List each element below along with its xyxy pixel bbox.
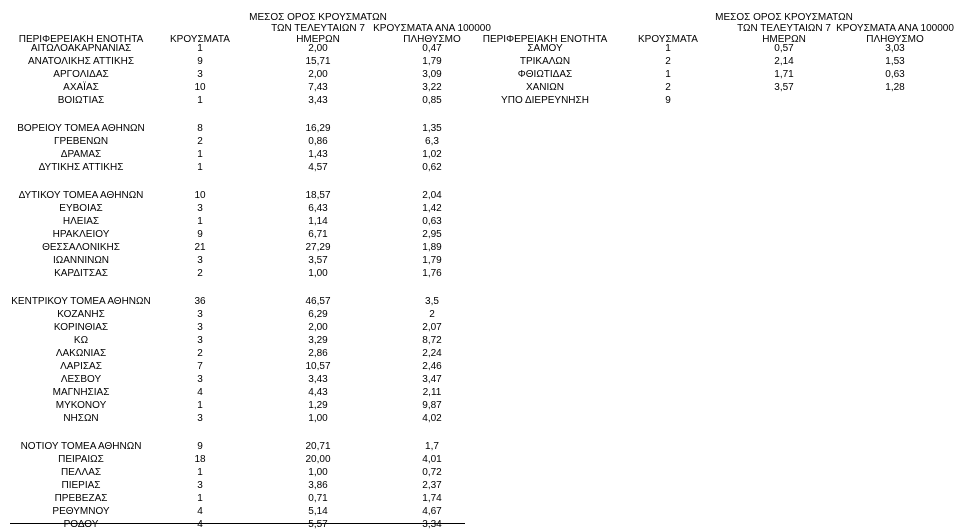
cell-cases: 9 [197, 56, 203, 67]
cell-avg7: 5,57 [308, 519, 328, 530]
cell-cases: 2 [197, 268, 203, 279]
cell-per100k: 2,37 [422, 480, 442, 491]
cell-cases: 1 [665, 69, 671, 80]
cell-region: ΓΡΕΒΕΝΩΝ [53, 136, 109, 147]
cell-cases: 1 [665, 43, 671, 54]
cell-avg7: 3,43 [308, 374, 328, 385]
cell-per100k: 2,11 [422, 387, 442, 398]
cell-avg7: 6,43 [308, 203, 328, 214]
left-header-per100k: ΚΡΟΥΣΜΑΤΑ ΑΝΑ 100000 ΠΛΗΘΥΣΜΟ [373, 23, 491, 45]
cell-per100k: 1,7 [425, 441, 439, 452]
cell-per100k: 3,47 [422, 374, 442, 385]
bottom-rule [10, 523, 465, 524]
cell-region: ΛΕΣΒΟΥ [60, 374, 102, 385]
cell-cases: 1 [197, 493, 203, 504]
cell-region: ΑΡΓΟΛΙΔΑΣ [53, 69, 109, 80]
cell-region: ΗΡΑΚΛΕΙΟΥ [52, 229, 110, 240]
right-header-cases: ΚΡΟΥΣΜΑΤΑ [638, 34, 698, 45]
cell-per100k: 8,72 [422, 335, 442, 346]
cell-per100k: 9,87 [422, 400, 442, 411]
cell-region: ΔΥΤΙΚΟΥ ΤΟΜΕΑ ΑΘΗΝΩΝ [18, 190, 144, 201]
cell-avg7: 2,00 [308, 69, 328, 80]
cell-per100k: 0,47 [422, 43, 442, 54]
cell-per100k: 3,03 [885, 43, 905, 54]
cell-avg7: 2,00 [308, 43, 328, 54]
cell-avg7: 4,43 [308, 387, 328, 398]
cell-per100k: 1,35 [422, 123, 442, 134]
cell-avg7: 1,14 [308, 216, 328, 227]
cell-region: ΝΗΣΩΝ [63, 413, 99, 424]
cell-per100k: 2 [429, 309, 435, 320]
cell-avg7: 0,57 [774, 43, 794, 54]
cell-cases: 2 [197, 348, 203, 359]
cell-region: ΡΟΔΟΥ [63, 519, 99, 530]
cell-per100k: 2,07 [422, 322, 442, 333]
cell-region: ΒΟΡΕΙΟΥ ΤΟΜΕΑ ΑΘΗΝΩΝ [17, 123, 145, 134]
cell-region: ΗΛΕΙΑΣ [62, 216, 100, 227]
cell-per100k: 0,62 [422, 162, 442, 173]
cell-region: ΠΡΕΒΕΖΑΣ [54, 493, 108, 504]
cell-region: ΑΝΑΤΟΛΙΚΗΣ ΑΤΤΙΚΗΣ [27, 56, 135, 67]
cell-per100k: 2,24 [422, 348, 442, 359]
cell-cases: 9 [197, 441, 203, 452]
cell-per100k: 1,89 [422, 242, 442, 253]
cell-region: ΚΟΖΑΝΗΣ [57, 309, 105, 320]
cell-per100k: 0,72 [422, 467, 442, 478]
cell-region: ΑΧΑΪΑΣ [63, 82, 99, 93]
cell-region: ΒΟΙΩΤΙΑΣ [57, 95, 105, 106]
cell-per100k: 1,42 [422, 203, 442, 214]
cell-avg7: 0,71 [308, 493, 328, 504]
cell-region: ΔΡΑΜΑΣ [60, 149, 102, 160]
cell-per100k: 1,76 [422, 268, 442, 279]
cell-avg7: 6,71 [308, 229, 328, 240]
cell-region: ΕΥΒΟΙΑΣ [59, 203, 103, 214]
cell-cases: 4 [197, 519, 203, 530]
cell-avg7: 3,29 [308, 335, 328, 346]
cell-cases: 3 [197, 309, 203, 320]
cell-cases: 1 [197, 162, 203, 173]
cell-region: ΝΟΤΙΟΥ ΤΟΜΕΑ ΑΘΗΝΩΝ [20, 441, 142, 452]
cell-per100k: 2,95 [422, 229, 442, 240]
cell-per100k: 1,74 [422, 493, 442, 504]
cell-avg7: 3,43 [308, 95, 328, 106]
cell-region: ΑΙΤΩΛΟΑΚΑΡΝΑΝΙΑΣ [30, 43, 132, 54]
cell-cases: 3 [197, 374, 203, 385]
cell-per100k: 3,34 [422, 519, 442, 530]
cell-avg7: 1,29 [308, 400, 328, 411]
cell-avg7: 1,00 [308, 467, 328, 478]
cell-per100k: 0,63 [422, 216, 442, 227]
cell-cases: 3 [197, 413, 203, 424]
cell-region: ΘΕΣΣΑΛΟΝΙΚΗΣ [42, 242, 120, 253]
cell-avg7: 2,86 [308, 348, 328, 359]
left-header-avg7: ΜΕΣΟΣ ΟΡΟΣ ΚΡΟΥΣΜΑΤΩΝ ΤΩΝ ΤΕΛΕΥΤΑΙΩΝ 7 ΗΜΕΡΩΝ [249, 12, 387, 45]
cell-per100k: 4,01 [422, 454, 442, 465]
cell-cases: 2 [665, 82, 671, 93]
cell-per100k: 6,3 [425, 136, 439, 147]
cell-region: ΦΘΙΩΤΙΔΑΣ [517, 69, 573, 80]
cell-avg7: 20,71 [305, 441, 331, 452]
cell-region: ΙΩΑΝΝΙΝΩΝ [52, 255, 110, 266]
cell-region: ΡΕΘΥΜΝΟΥ [52, 506, 110, 517]
cell-cases: 2 [665, 56, 671, 67]
cell-region: ΔΥΤΙΚΗΣ ΑΤΤΙΚΗΣ [38, 162, 124, 173]
cell-avg7: 7,43 [308, 82, 328, 93]
cell-cases: 8 [197, 123, 203, 134]
cell-region: ΠΕΙΡΑΙΩΣ [58, 454, 104, 465]
cell-per100k: 1,02 [422, 149, 442, 160]
cell-region: ΧΑΝΙΩΝ [525, 82, 565, 93]
cell-cases: 3 [197, 69, 203, 80]
cell-avg7: 20,00 [305, 454, 331, 465]
cell-region: ΛΑΡΙΣΑΣ [60, 361, 102, 372]
cell-cases: 1 [197, 43, 203, 54]
cell-cases: 1 [197, 149, 203, 160]
cell-cases: 10 [194, 190, 206, 201]
cell-per100k: 1,28 [885, 82, 905, 93]
cell-cases: 1 [197, 400, 203, 411]
cell-per100k: 1,53 [885, 56, 905, 67]
cell-avg7: 5,14 [308, 506, 328, 517]
cell-avg7: 0,86 [308, 136, 328, 147]
cell-avg7: 18,57 [305, 190, 331, 201]
cell-per100k: 3,5 [425, 296, 439, 307]
cell-region: ΠΙΕΡΙΑΣ [61, 480, 101, 491]
right-header-per100k: ΚΡΟΥΣΜΑΤΑ ΑΝΑ 100000 ΠΛΗΘΥΣΜΟ [836, 23, 954, 45]
cell-avg7: 4,57 [308, 162, 328, 173]
cell-cases: 10 [194, 82, 206, 93]
cell-region: ΥΠΟ ΔΙΕΡΕΥΝΗΣΗ [501, 95, 589, 106]
cell-region: ΚΟΡΙΝΘΙΑΣ [53, 322, 109, 333]
cell-avg7: 2,14 [774, 56, 794, 67]
cell-avg7: 15,71 [305, 56, 331, 67]
cell-per100k: 4,67 [422, 506, 442, 517]
cell-cases: 9 [665, 95, 671, 106]
cell-per100k: 3,22 [422, 82, 442, 93]
cell-cases: 4 [197, 387, 203, 398]
cell-cases: 3 [197, 480, 203, 491]
cell-avg7: 46,57 [305, 296, 331, 307]
cell-per100k: 1,79 [422, 255, 442, 266]
cell-cases: 1 [197, 95, 203, 106]
cell-cases: 1 [197, 216, 203, 227]
cell-per100k: 0,85 [422, 95, 442, 106]
cell-cases: 7 [197, 361, 203, 372]
cell-region: ΜΥΚΟΝΟΥ [55, 400, 107, 411]
left-header-region: ΠΕΡΙΦΕΡΕΙΑΚΗ ΕΝΟΤΗΤΑ [18, 34, 144, 45]
cell-cases: 9 [197, 229, 203, 240]
cell-cases: 3 [197, 322, 203, 333]
cell-avg7: 1,00 [308, 268, 328, 279]
cell-per100k: 3,09 [422, 69, 442, 80]
cell-cases: 2 [197, 136, 203, 147]
cell-per100k: 2,04 [422, 190, 442, 201]
cell-region: ΣΑΜΟΥ [527, 43, 563, 54]
cell-cases: 3 [197, 203, 203, 214]
cell-cases: 21 [194, 242, 206, 253]
cell-avg7: 16,29 [305, 123, 331, 134]
cell-avg7: 2,00 [308, 322, 328, 333]
left-header-cases: ΚΡΟΥΣΜΑΤΑ [170, 34, 230, 45]
cell-cases: 1 [197, 467, 203, 478]
cell-region: ΚΕΝΤΡΙΚΟΥ ΤΟΜΕΑ ΑΘΗΝΩΝ [11, 296, 151, 307]
right-header-avg7: ΜΕΣΟΣ ΟΡΟΣ ΚΡΟΥΣΜΑΤΩΝ ΤΩΝ ΤΕΛΕΥΤΑΙΩΝ 7 ΗΜΕΡΩΝ [715, 12, 853, 45]
cell-avg7: 3,57 [774, 82, 794, 93]
cell-avg7: 1,43 [308, 149, 328, 160]
cell-region: ΜΑΓΝΗΣΙΑΣ [52, 387, 110, 398]
cell-per100k: 1,79 [422, 56, 442, 67]
cell-region: ΚΑΡΔΙΤΣΑΣ [54, 268, 108, 279]
cell-region: ΤΡΙΚΑΛΩΝ [519, 56, 571, 67]
cell-cases: 3 [197, 335, 203, 346]
cell-per100k: 4,02 [422, 413, 442, 424]
cell-per100k: 0,63 [885, 69, 905, 80]
cell-region: ΛΑΚΩΝΙΑΣ [55, 348, 107, 359]
cell-cases: 18 [194, 454, 206, 465]
cell-avg7: 10,57 [305, 361, 331, 372]
cell-avg7: 6,29 [308, 309, 328, 320]
right-header-region: ΠΕΡΙΦΕΡΕΙΑΚΗ ΕΝΟΤΗΤΑ [482, 34, 608, 45]
cell-region: ΠΕΛΛΑΣ [60, 467, 102, 478]
cell-avg7: 3,57 [308, 255, 328, 266]
cell-avg7: 27,29 [305, 242, 331, 253]
cell-cases: 36 [194, 296, 206, 307]
cell-cases: 3 [197, 255, 203, 266]
cell-per100k: 2,46 [422, 361, 442, 372]
cell-avg7: 1,00 [308, 413, 328, 424]
cell-avg7: 3,86 [308, 480, 328, 491]
cell-region: ΚΩ [73, 335, 89, 346]
cell-avg7: 1,71 [774, 69, 794, 80]
cell-cases: 4 [197, 506, 203, 517]
